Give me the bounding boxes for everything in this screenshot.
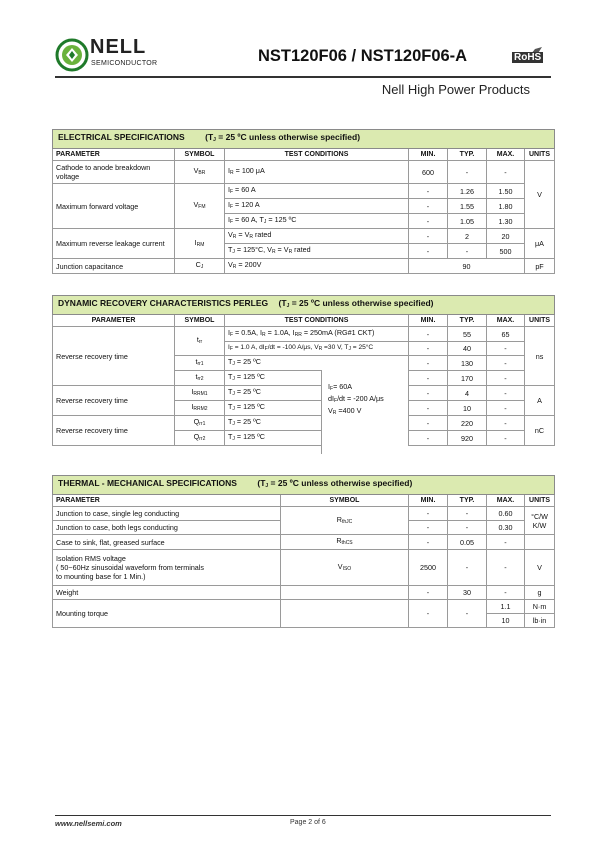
typ-cell: 2	[448, 229, 487, 244]
min-cell: 600	[409, 161, 448, 184]
min-cell: -	[409, 214, 448, 229]
max-cell: -	[487, 550, 525, 586]
condition-cell: $I_F = 120$ A	[225, 199, 409, 214]
condition-cell: $I_F = 1.0$ A, $dI_F/dt = -100$ A/μs, $V_R =30$ V, $T_J = 25^\circ C$	[225, 342, 409, 356]
col-header: UNITS	[525, 315, 555, 327]
col-header: MAX.	[487, 315, 525, 327]
min-cell: -	[409, 327, 448, 342]
symbol-cell: $I_{RM}$	[175, 229, 225, 259]
symbol-cell: $I_{RRM1}$	[175, 386, 225, 401]
col-header: MIN.	[409, 495, 448, 507]
section-title: ELECTRICAL SPECIFICATIONS ($T_J = 25$ ºC unless otherwise specified)	[53, 130, 555, 149]
typ-cell: 170	[448, 371, 487, 386]
param-cell: Cathode to anode breakdown voltage	[53, 161, 175, 184]
typ-cell: 1.05	[448, 214, 487, 229]
param-cell: Case to sink, flat, greased surface	[53, 535, 281, 550]
header-row	[53, 495, 555, 507]
symbol-cell: $t_{rr1}$	[175, 356, 225, 371]
col-header: MIN.	[409, 149, 448, 161]
col-header: MIN.	[409, 315, 448, 327]
shared-conditions-block	[321, 370, 408, 454]
min-cell: -	[409, 416, 448, 431]
condition-cell: $T_J = 125$ ºC	[225, 371, 409, 386]
max-cell: 1.80	[487, 199, 525, 214]
unit-cell: μA	[525, 229, 555, 259]
max-cell: -	[487, 586, 525, 600]
header-divider	[55, 76, 551, 78]
unit-cell: nC	[525, 416, 555, 446]
min-cell: -	[409, 184, 448, 199]
param-cell: Weight	[53, 586, 281, 600]
symbol-cell	[281, 600, 409, 628]
condition-cell: $T_J = 125$ ºC	[225, 401, 409, 416]
unit-cell: g	[525, 586, 555, 600]
table-row	[53, 416, 555, 431]
min-cell: 2500	[409, 550, 448, 586]
table-row	[53, 161, 555, 184]
typ-cell: 1.26	[448, 184, 487, 199]
max-cell: -	[487, 161, 525, 184]
condition-cell: $T_J = 25$ ºC	[228, 357, 261, 367]
param-cell: Junction to case, single leg conducting	[53, 507, 281, 521]
shared-condition-line: $I_F= 60A$	[328, 382, 353, 392]
condition-cell: $T_J = 25$ ºC	[225, 416, 409, 431]
section-title-row	[53, 296, 555, 315]
min-cell: -	[409, 244, 448, 259]
max-cell: 65	[487, 327, 525, 342]
section-condition: ($T_J = 25$ ºC unless otherwise specified)	[278, 298, 434, 309]
min-cell: -	[409, 386, 448, 401]
logo-text: NELL	[90, 36, 147, 58]
col-header: PARAMETER	[53, 495, 281, 507]
symbol-cell: $t_{rr2}$	[175, 371, 225, 386]
dynamic-recovery-table	[52, 295, 555, 446]
unit-cell: pF	[525, 259, 555, 274]
col-header: SYMBOL	[175, 149, 225, 161]
rohs-label: RoHS	[514, 52, 542, 63]
param-cell: Maximum reverse leakage current	[53, 229, 175, 259]
unit-cell: N·m	[525, 600, 555, 614]
page-number: Page 2 of 6	[290, 819, 326, 826]
typ-cell: 0.05	[448, 535, 487, 550]
col-header: MAX.	[487, 495, 525, 507]
section-title: DYNAMIC RECOVERY CHARACTERISTICS PERLEG ($T_J = 25$ ºC unless otherwise specified)	[53, 296, 555, 315]
col-header: TEST CONDITIONS	[225, 315, 409, 327]
symbol-cell: $t_{rr}$	[175, 327, 225, 356]
condition-cell: $T_J = 25$ ºC	[225, 386, 409, 401]
min-cell: -	[409, 229, 448, 244]
symbol-cell: $Q_{rr2}$	[175, 431, 225, 446]
max-cell: 20	[487, 229, 525, 244]
max-cell: -	[487, 416, 525, 431]
col-header: UNITS	[525, 495, 555, 507]
min-cell: -	[409, 356, 448, 371]
col-header: SYMBOL	[281, 495, 409, 507]
unit-cell	[525, 535, 555, 550]
typ-cell: 55	[448, 327, 487, 342]
typ-cell: -	[448, 600, 487, 628]
typ-cell: 1.55	[448, 199, 487, 214]
section-title-row	[53, 130, 555, 149]
condition-cell: $I_F = 0.5A$, $I_R = 1.0A$, $I_{RR} = 250mA$ (RG#1 CKT)	[225, 327, 409, 342]
table-row	[53, 507, 555, 521]
symbol-cell: $V_{FM}$	[175, 184, 225, 229]
symbol-cell	[281, 586, 409, 600]
max-cell: -	[487, 431, 525, 446]
param-cell: Isolation RMS voltage ( 50~60Hz sinusoidal waveform from terminals to mounting base for 1 Min.)	[53, 550, 281, 586]
max-cell: 1.50	[487, 184, 525, 199]
header-row	[53, 315, 555, 327]
condition-cell: $I_F = 60$ A, $T_J = 125$ ºC	[225, 214, 409, 229]
unit-cell: ns	[525, 327, 555, 386]
max-cell: 1.1	[487, 600, 525, 614]
section-title: THERMAL - MECHANICAL SPECIFICATIONS ($T_J = 25$ ºC unless otherwise specified)	[53, 476, 555, 495]
typ-cell: 90	[409, 259, 525, 274]
symbol-cell: $C_J$	[175, 259, 225, 274]
typ-cell: -	[448, 521, 487, 535]
condition-cell: $V_R = V_R$ rated	[225, 229, 409, 244]
thermal-mechanical-table	[52, 475, 555, 628]
max-cell: -	[487, 535, 525, 550]
table-row	[53, 600, 555, 614]
rohs-badge	[509, 47, 543, 65]
col-header: MAX.	[487, 149, 525, 161]
typ-cell: 10	[448, 401, 487, 416]
max-cell: 1.30	[487, 214, 525, 229]
max-cell: 0.60	[487, 507, 525, 521]
footer-url[interactable]: www.nellsemi.com	[55, 819, 122, 828]
col-header: UNITS	[525, 149, 555, 161]
max-cell: 500	[487, 244, 525, 259]
table-row	[53, 229, 555, 244]
typ-cell: 130	[448, 356, 487, 371]
col-header: TYP.	[448, 495, 487, 507]
col-header: TEST CONDITIONS	[225, 149, 409, 161]
min-cell: -	[409, 431, 448, 446]
min-cell: -	[409, 600, 448, 628]
symbol-cell: $R_{thCS}$	[281, 535, 409, 550]
unit-cell: lb·in	[525, 614, 555, 628]
symbol-cell: $Q_{rr1}$	[175, 416, 225, 431]
min-cell: -	[409, 371, 448, 386]
condition-cell: $T_J = 125$ ºC	[225, 431, 409, 446]
max-cell: -	[487, 386, 525, 401]
table-row	[53, 550, 555, 586]
max-cell: 10	[487, 614, 525, 628]
typ-cell: -	[448, 550, 487, 586]
min-cell: -	[409, 535, 448, 550]
min-cell: -	[409, 401, 448, 416]
condition-cell: $T_J = 125^\circ C$, $V_R = V_R$ rated	[225, 244, 409, 259]
table-row	[53, 327, 555, 342]
nell-logo-icon	[55, 38, 89, 72]
condition-cell: $I_R = 100$ μA	[225, 161, 409, 184]
col-header: TYP.	[448, 149, 487, 161]
param-cell: Reverse recovery time	[53, 386, 175, 416]
max-cell: -	[487, 371, 525, 386]
typ-cell: 30	[448, 586, 487, 600]
footer-divider	[55, 815, 551, 816]
logo-subtext: SEMICONDUCTOR	[91, 60, 158, 67]
typ-cell: -	[448, 161, 487, 184]
symbol-cell: $V_{BR}$	[175, 161, 225, 184]
section-title-row	[53, 476, 555, 495]
unit-cell: V	[525, 161, 555, 229]
param-cell: Junction to case, both legs conducting	[53, 521, 281, 535]
col-header: TYP.	[448, 315, 487, 327]
max-cell: 0.30	[487, 521, 525, 535]
col-header: SYMBOL	[175, 315, 225, 327]
condition-cell: $I_F = 60$ A	[225, 184, 409, 199]
max-cell: -	[487, 401, 525, 416]
section-condition: ($T_J = 25$ ºC unless otherwise specified)	[257, 478, 413, 489]
min-cell: -	[409, 342, 448, 356]
typ-cell: 220	[448, 416, 487, 431]
param-cell: Reverse recovery time	[53, 327, 175, 386]
section-condition: ($T_J = 25$ ºC unless otherwise specified)	[205, 132, 361, 143]
symbol-cell: $R_{thJC}$	[281, 507, 409, 535]
typ-cell: 40	[448, 342, 487, 356]
symbol-cell: $V_{ISO}$	[281, 550, 409, 586]
min-cell: -	[409, 586, 448, 600]
condition-split-cell	[225, 356, 409, 371]
table-row	[53, 386, 555, 401]
part-number-title: NST120F06 / NST120F06-A	[258, 47, 468, 65]
table-row	[53, 184, 555, 199]
unit-cell: A	[525, 386, 555, 416]
typ-cell: 4	[448, 386, 487, 401]
unit-cell: °C/W K/W	[525, 507, 555, 535]
electrical-specs-table	[52, 129, 555, 274]
param-cell: Junction capacitance	[53, 259, 175, 274]
table-row	[53, 586, 555, 600]
shared-condition-line: $V_R =400$ V	[328, 406, 362, 416]
page-subtitle: Nell High Power Products	[381, 82, 530, 97]
typ-cell: -	[448, 507, 487, 521]
typ-cell: -	[448, 244, 487, 259]
max-cell: -	[487, 356, 525, 371]
param-cell: Mounting torque	[53, 600, 281, 628]
symbol-cell: $I_{RRM2}$	[175, 401, 225, 416]
min-cell: -	[409, 507, 448, 521]
condition-cell: $V_R = 200V$	[225, 259, 409, 274]
col-header: PARAMETER	[53, 149, 175, 161]
shared-condition-line: $dI_F/dt = -200$ A/μs	[328, 394, 384, 404]
unit-cell: V	[525, 550, 555, 586]
table-row	[53, 535, 555, 550]
param-cell: Maximum forward voltage	[53, 184, 175, 229]
min-cell: -	[409, 199, 448, 214]
table-row	[53, 259, 555, 274]
header-row	[53, 149, 555, 161]
max-cell: -	[487, 342, 525, 356]
min-cell: -	[409, 521, 448, 535]
param-cell: Reverse recovery time	[53, 416, 175, 446]
col-header: PARAMETER	[53, 315, 175, 327]
typ-cell: 920	[448, 431, 487, 446]
